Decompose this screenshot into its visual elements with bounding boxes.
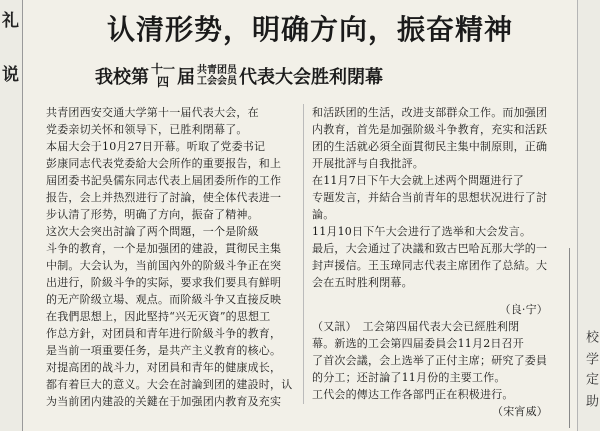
text-line: 彭康同志代表党委給大会所作的重要报告，和上 [46,157,282,170]
right-margin-fragment: 定 [583,372,598,385]
text-line: （又訊） 工会第四届代表大会已經胜利閉 [312,320,520,333]
text-line: 党委亲切关怀和领导下，已胜利閉幕了。 [46,123,248,136]
left-margin-fragment: 礼 [2,11,19,31]
right-margin-fragment: 校 [583,330,598,343]
right-margin-fragment: 学 [583,352,598,365]
left-column [46,104,296,410]
text-line: 在11月7日下午大会就上述两个問題进行了 [312,174,524,187]
text-line: 内教育，首先是加强阶級斗争教育，充实和活跃 [312,123,548,136]
text-line: 出进行，阶級斗争的实际，要求我们要具有鮮明 [46,276,282,289]
sub-headline [95,58,383,94]
organization-bottom: 工会会员 [197,76,238,87]
right-margin-fragment: 助 [583,394,598,407]
text-line: 封声援信。王玉璋同志代表主席团作了总結。大 [312,259,548,272]
text-line: 中制。大会认为，当前国內外的阶級斗争正在突 [46,259,282,272]
left-margin-strip [0,0,23,431]
session-number [151,63,175,89]
organization-top: 共青团员 [197,65,238,76]
sub-headline-ce: 届 [177,67,196,88]
right-margin-strip [577,0,600,431]
text-line: 11月10日下午大会进行了选举和大会发言。 [312,225,532,238]
text-line: 的无产阶级立場、观点。而阶級斗争又直接反映 [46,293,282,306]
text-line: 論。 [312,208,335,221]
text-line: 都有着巨大的意义。大会在討論到团的建設时，认 [46,378,293,391]
byline: （良·宁） [499,303,548,316]
byline: （宋宵威） [492,405,548,418]
text-line: 屆团委书記吳儒东同志代表上屆团委所作的工作 [46,174,282,187]
main-headline: 认清形势，明确方向，振奋精神 [106,13,513,46]
text-line: 报告，会上并热烈进行了討論，使全体代表进一 [46,191,282,204]
text-line: 工代会的傳达工作各部門正在积极进行。 [312,388,514,401]
text-line: 的分工；还討論了11月份的主要工作。 [312,371,506,384]
text-line: 这次大会突出討論了两个問題，一个是阶級 [46,225,259,238]
text-line: 和活跃团的生活，改进支部群众工作。而加强团 [312,106,548,119]
text-line: 斗争的教育，一个是加强团的建設，貫彻民主集 [46,242,282,255]
text-line: 会在五时胜利閉幕。 [312,276,413,289]
session-number-bottom: 四 [157,75,170,89]
text-line: 最后，大会通过了决議和致古巴哈瓦那大学的一 [312,242,548,255]
text-line: 团的生活就必須全面貫彻民主集中制原則，正确 [312,140,548,153]
text-line: 对提高团的战斗力，对团員和青年的健康成长， [46,361,282,374]
text-line: 本届大会于10月27日开幕。听取了党委书记 [46,140,266,153]
session-number-top: 十一 [151,62,176,76]
text-line: 专题发言，并結合当前青年的思想状况进行了討 [312,191,548,204]
text-line: 开展批評与自我批評。 [312,157,424,170]
text-line: 为当前团内建設的关鍵在于加强团内教育及充实 [46,395,282,408]
text-line: 步认清了形势，明确了方向，振奋了精神。 [46,208,259,221]
text-line: 在我們思想上，因此堅持“兴无灭資”的思想工 [46,310,271,323]
text-line: 了首次会議，会上选举了正付主席；研究了委員 [312,354,548,367]
text-line: 共青团西安交通大学第十一届代表大会，在 [46,106,259,119]
text-line: 幕。新选的工会第四届委員会11月2日召开 [312,337,524,350]
text-line: 作总方針，对团員和青年进行阶級斗争的教育， [46,327,282,340]
sub-headline-prefix: 我校第 [95,67,149,88]
organization-names [197,65,237,87]
left-margin-fragment: 说 [2,65,19,85]
right-column [312,104,574,420]
sub-headline-suffix: 代表大会胜利閉幕 [239,67,384,88]
text-line: 是当前一項重要任务，是共产主义教育的核心。 [46,344,282,357]
column-divider [303,104,304,404]
paragraph-gap [312,291,574,301]
